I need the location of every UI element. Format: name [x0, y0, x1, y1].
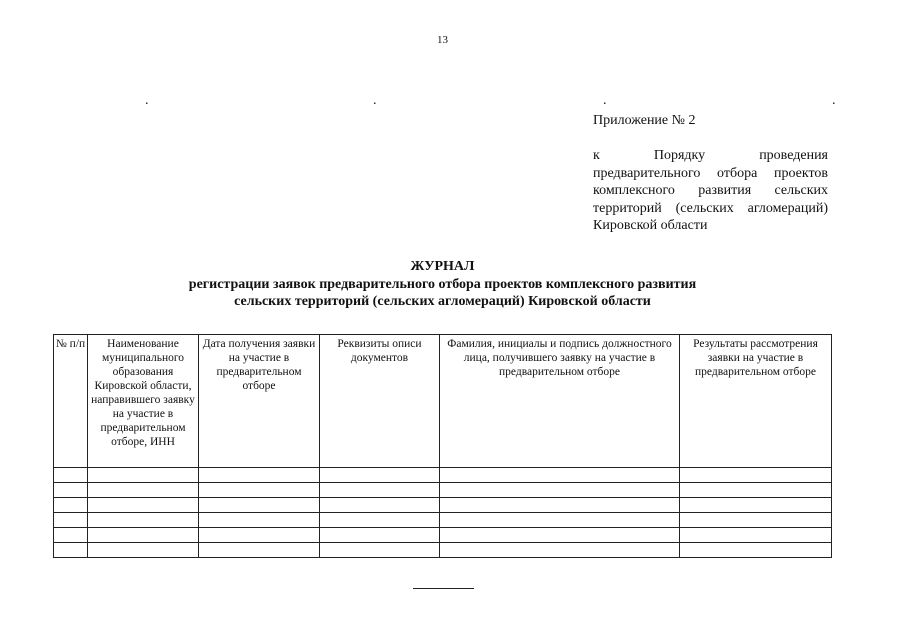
table-cell	[54, 483, 88, 498]
table-cell	[320, 468, 440, 483]
table-cell	[320, 498, 440, 513]
table-cell	[440, 498, 680, 513]
table-cell	[88, 483, 199, 498]
table-cell	[440, 468, 680, 483]
page-number: 13	[437, 34, 448, 46]
header-dot: .	[832, 93, 836, 108]
table-row	[54, 513, 832, 528]
table-cell	[320, 528, 440, 543]
table-cell	[199, 498, 320, 513]
header-dot: .	[373, 93, 377, 108]
header-dot: .	[603, 93, 607, 108]
journal-subtitle-line-2: сельских территорий (сельских агломераций) Кировской области	[234, 294, 651, 309]
header-dot: .	[145, 93, 149, 108]
journal-subtitle-line-1: регистрации заявок предварительного отбора проектов комплексного развития	[188, 276, 697, 292]
table-cell	[88, 528, 199, 543]
table-cell	[88, 543, 199, 558]
registration-table	[53, 334, 832, 558]
journal-title: ЖУРНАЛ	[410, 259, 475, 274]
table-row	[54, 498, 832, 513]
table-cell	[199, 528, 320, 543]
column-header-review-results: Результаты рассмотрения заявки на участие в предварительном отборе	[680, 335, 832, 468]
column-header-municipality: Наименование муниципального образования Кировской области, направившего заявку на участие в предварительном отборе, ИНН	[88, 335, 199, 468]
table-row	[54, 528, 832, 543]
table-cell	[680, 528, 832, 543]
table-cell	[680, 483, 832, 498]
table-cell	[88, 513, 199, 528]
table-cell	[54, 528, 88, 543]
column-header-official-signature: Фамилия, инициалы и подпись должностного лица, получившего заявку на участие в предварительном отборе	[440, 335, 680, 468]
table-cell	[88, 498, 199, 513]
table-cell	[54, 498, 88, 513]
table-cell	[440, 483, 680, 498]
table-cell	[680, 498, 832, 513]
table-cell	[440, 528, 680, 543]
table-cell	[199, 483, 320, 498]
table-cell	[199, 543, 320, 558]
column-header-inventory-details: Реквизиты описи документов	[320, 335, 440, 468]
table-header-row	[54, 335, 832, 468]
column-header-number: № п/п	[54, 335, 88, 468]
table-row	[54, 483, 832, 498]
table-cell	[54, 513, 88, 528]
table-cell	[440, 513, 680, 528]
table-cell	[680, 513, 832, 528]
table-cell	[320, 513, 440, 528]
footer-rule	[413, 588, 474, 589]
table-cell	[199, 513, 320, 528]
table-cell	[320, 483, 440, 498]
table-cell	[88, 468, 199, 483]
journal-heading	[0, 258, 885, 311]
column-header-receipt-date: Дата получения заявки на участие в предварительном отборе	[199, 335, 320, 468]
appendix-title: Приложение № 2	[593, 113, 696, 128]
table-row	[54, 468, 832, 483]
table-row	[54, 543, 832, 558]
table-cell	[54, 543, 88, 558]
table-cell	[440, 543, 680, 558]
appendix-text: к Порядку проведения предварительного отбора проектов комплексного развития сельских территорий (сельских агломераций) Кировской области	[593, 148, 828, 233]
table-cell	[320, 543, 440, 558]
table-cell	[680, 543, 832, 558]
table-cell	[680, 468, 832, 483]
table-cell	[54, 468, 88, 483]
table-cell	[199, 468, 320, 483]
